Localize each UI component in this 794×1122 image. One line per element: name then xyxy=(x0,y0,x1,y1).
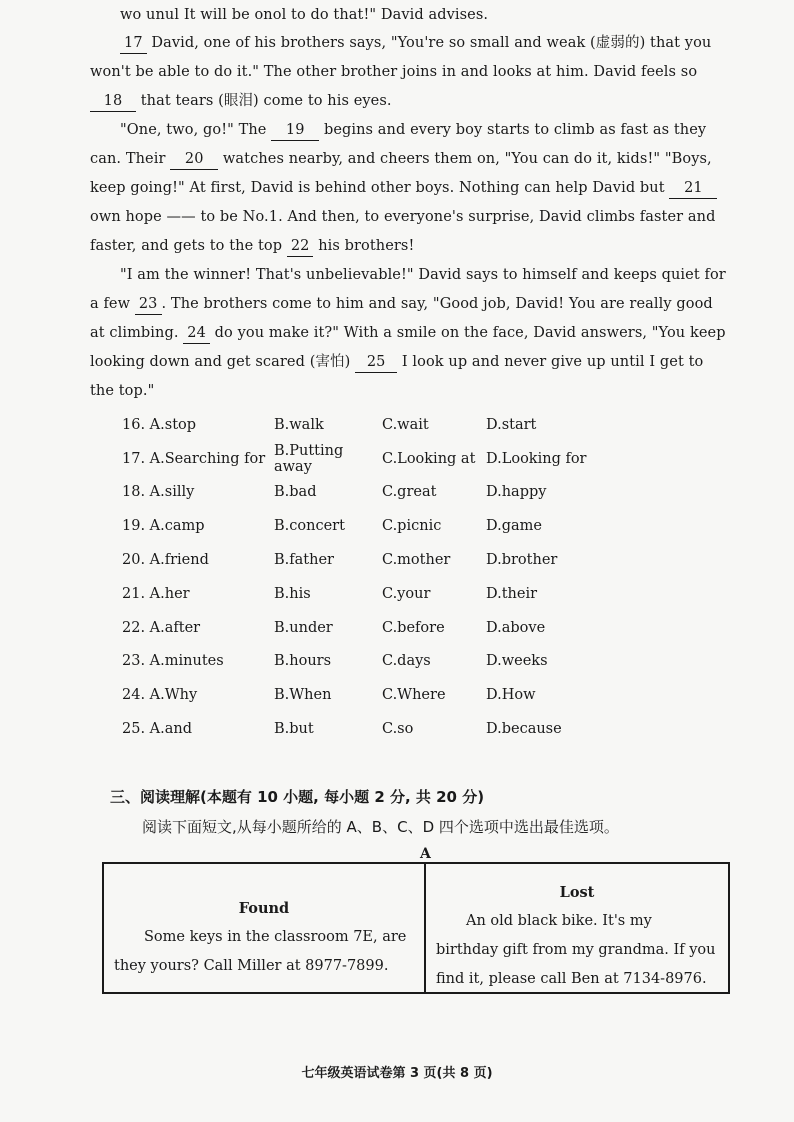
passage-text: David, one of his brothers says, "You're so small and weak (虚弱的) that you won't be able to do it." The other brother joins in and looks at him. David feels so xyxy=(90,35,712,80)
option-row-24 xyxy=(122,678,602,712)
option-row-18 xyxy=(122,476,602,510)
option-c[interactable]: C.before xyxy=(382,619,445,636)
option-row-21 xyxy=(122,577,602,611)
blank-18[interactable]: 18 xyxy=(90,91,136,112)
blank-20[interactable]: 20 xyxy=(170,149,218,170)
blank-22[interactable]: 22 xyxy=(287,236,314,257)
blank-24[interactable]: 24 xyxy=(183,323,210,344)
option-c[interactable]: C.Looking at xyxy=(382,450,476,467)
passage-text: . The brothers come to him and say, "Good job, David! You are really good at climbing. xyxy=(90,296,713,341)
option-a[interactable]: 21. A.her xyxy=(122,585,190,602)
option-c[interactable]: C.Where xyxy=(382,687,446,704)
blank-17[interactable]: 17 xyxy=(120,33,147,54)
option-row-16 xyxy=(122,408,602,442)
option-d[interactable]: D.above xyxy=(486,619,546,636)
lost-notice xyxy=(426,864,728,992)
option-c[interactable]: C.wait xyxy=(382,416,429,433)
passage-text: that tears (眼泪) come to his eyes. xyxy=(140,93,392,109)
option-row-23 xyxy=(122,645,602,679)
option-a[interactable]: 19. A.camp xyxy=(122,518,205,535)
option-d[interactable]: D.happy xyxy=(486,484,547,501)
option-a[interactable]: 22. A.after xyxy=(122,619,201,636)
option-row-20 xyxy=(122,543,602,577)
found-heading: Found xyxy=(238,900,290,917)
option-d[interactable]: D.start xyxy=(486,416,537,433)
blank-19[interactable]: 19 xyxy=(271,120,319,141)
option-a[interactable]: 25. A.and xyxy=(122,721,193,738)
option-b[interactable]: B.but xyxy=(274,721,314,738)
option-a[interactable]: 23. A.minutes xyxy=(122,653,224,670)
passage-text: wo unul It will be onol to do that!" David advises. xyxy=(120,7,489,23)
passage-text: watches nearby, and cheers them on, "You can do it, kids!" "Boys, keep going!" At first, David is behind other boys. Nothing can help David but xyxy=(90,151,712,196)
option-c[interactable]: C.picnic xyxy=(382,518,442,535)
option-row-25 xyxy=(122,712,602,746)
passage-text: do you make it?" With a smile on the face, David answers, "You keep looking down and get scared (害怕) xyxy=(90,325,726,370)
option-a[interactable]: 20. A.friend xyxy=(122,552,209,569)
option-a[interactable]: 17. A.Searching for xyxy=(122,450,266,467)
option-b[interactable]: B.concert xyxy=(274,518,345,535)
option-d[interactable]: D.brother xyxy=(486,552,558,569)
blank-25[interactable]: 25 xyxy=(355,352,397,373)
option-b[interactable]: B.When xyxy=(274,687,332,704)
passage-paragraph-3 xyxy=(90,261,730,406)
option-d[interactable]: D.because xyxy=(486,721,562,738)
blank-21[interactable]: 21 xyxy=(669,178,717,199)
passage-text: I look up and never give up until I get to the top." xyxy=(90,354,704,399)
passage-text: "I am the winner! That's unbelievable!" David says to himself and keeps quiet for a few xyxy=(90,267,726,312)
option-b[interactable]: B.hours xyxy=(274,653,332,670)
passage-text: "One, two, go!" The xyxy=(120,122,267,138)
section-3-instruction: 阅读下面短文,从每小题所给的 A、B、C、D 四个选项中选出最佳选项。 xyxy=(142,818,619,836)
found-text: Some keys in the classroom 7E, are they yours? Call Miller at 8977-7899. xyxy=(114,929,407,974)
passage-paragraph-1 xyxy=(90,29,730,116)
option-d[interactable]: D.Looking for xyxy=(486,450,587,467)
option-a[interactable]: 18. A.silly xyxy=(122,484,195,501)
passage-text: own hope —— to be No.1. And then, to everyone's surprise, David climbs faster and faster, and gets to the top xyxy=(90,209,716,254)
option-d[interactable]: D.game xyxy=(486,518,542,535)
option-b[interactable]: B.Putting away xyxy=(274,442,344,475)
option-c[interactable]: C.mother xyxy=(382,552,451,569)
passage-paragraph-2 xyxy=(90,116,730,261)
found-notice xyxy=(104,864,426,992)
option-d[interactable]: D.weeks xyxy=(486,653,548,670)
option-a[interactable]: 24. A.Why xyxy=(122,687,198,704)
option-b[interactable]: B.under xyxy=(274,619,333,636)
option-d[interactable]: D.How xyxy=(486,687,536,704)
option-b[interactable]: B.walk xyxy=(274,416,324,433)
passage-text: begins and every boy starts to climb as fast as they can. Their xyxy=(90,122,707,167)
lost-text: An old black bike. It's my birthday gift from my grandma. If you find it, please call Ben at 7134-8976. xyxy=(436,913,716,987)
blank-23[interactable]: 23 xyxy=(135,294,162,315)
lost-heading: Lost xyxy=(559,884,595,901)
page-footer: 七年级英语试卷第 3 页(共 8 页) xyxy=(301,1066,493,1081)
option-c[interactable]: C.so xyxy=(382,721,414,738)
option-b[interactable]: B.father xyxy=(274,552,334,569)
options-table xyxy=(122,408,602,746)
option-c[interactable]: C.your xyxy=(382,585,431,602)
option-row-17 xyxy=(122,442,602,476)
notice-table xyxy=(102,862,730,994)
option-b[interactable]: B.his xyxy=(274,585,311,602)
option-b[interactable]: B.bad xyxy=(274,484,317,501)
option-a[interactable]: 16. A.stop xyxy=(122,416,197,433)
option-row-19 xyxy=(122,509,602,543)
option-row-22 xyxy=(122,611,602,645)
option-c[interactable]: C.great xyxy=(382,484,437,501)
passage-label-a: A xyxy=(420,846,431,862)
section-3-title: 三、阅读理解(本题有 10 小题, 每小题 2 分, 共 20 分) xyxy=(110,788,485,806)
option-c[interactable]: C.days xyxy=(382,653,431,670)
option-d[interactable]: D.their xyxy=(486,585,538,602)
passage-text: his brothers! xyxy=(318,238,415,254)
passage-line-0 xyxy=(90,1,730,30)
